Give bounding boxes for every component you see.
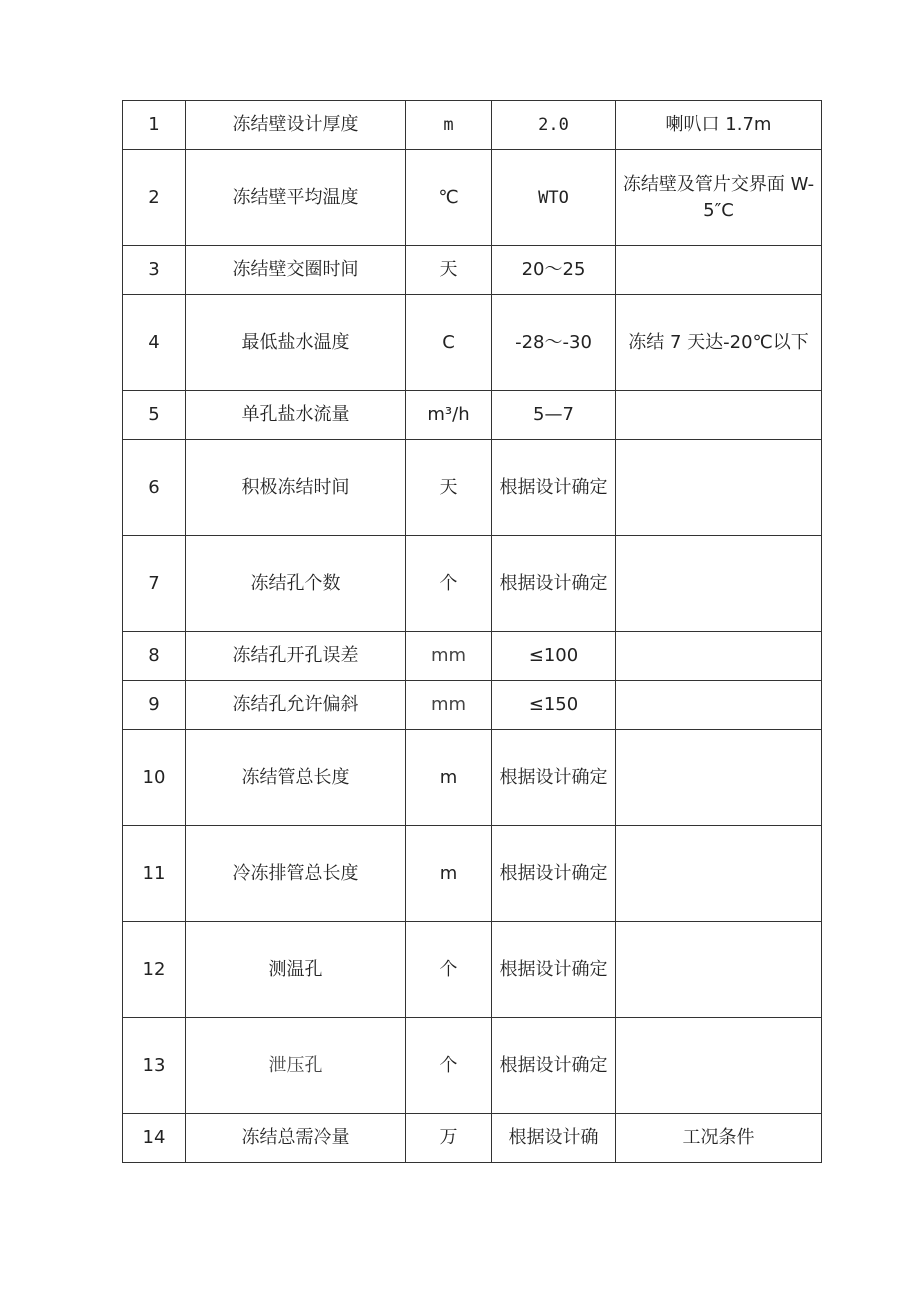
unit-cell: 万 xyxy=(406,1114,492,1163)
unit-cell: C xyxy=(406,295,492,391)
table-row xyxy=(123,1018,822,1114)
row-number: 14 xyxy=(123,1114,186,1163)
table-row xyxy=(123,391,822,440)
row-number: 6 xyxy=(123,440,186,536)
note-cell xyxy=(616,632,822,681)
value-cell: 5—7 xyxy=(492,391,616,440)
table-row xyxy=(123,536,822,632)
note-cell xyxy=(616,922,822,1018)
item-name: 冷冻排管总长度 xyxy=(186,826,406,922)
item-name: 单孔盐水流量 xyxy=(186,391,406,440)
row-number: 5 xyxy=(123,391,186,440)
value-cell: 根据设计确定 xyxy=(492,922,616,1018)
item-name: 冻结孔开孔误差 xyxy=(186,632,406,681)
value-cell: 根据设计确定 xyxy=(492,536,616,632)
table-row xyxy=(123,295,822,391)
note-cell xyxy=(616,826,822,922)
value-cell: -28～-30 xyxy=(492,295,616,391)
note-cell xyxy=(616,391,822,440)
row-number: 12 xyxy=(123,922,186,1018)
note-cell: 冻结 7 天达-20℃以下 xyxy=(616,295,822,391)
item-name: 冻结壁交圈时间 xyxy=(186,246,406,295)
row-number: 8 xyxy=(123,632,186,681)
value-cell: ≤150 xyxy=(492,681,616,730)
note-cell: 喇叭口 1.7m xyxy=(616,101,822,150)
note-cell xyxy=(616,730,822,826)
item-name: 冻结壁平均温度 xyxy=(186,150,406,246)
item-name: 冻结总需冷量 xyxy=(186,1114,406,1163)
row-number: 3 xyxy=(123,246,186,295)
item-name: 冻结壁设计厚度 xyxy=(186,101,406,150)
row-number: 4 xyxy=(123,295,186,391)
table-row xyxy=(123,101,822,150)
item-name: 冻结管总长度 xyxy=(186,730,406,826)
table-row xyxy=(123,826,822,922)
row-number: 10 xyxy=(123,730,186,826)
parameter-table xyxy=(122,100,822,1163)
note-cell xyxy=(616,246,822,295)
unit-cell: m xyxy=(406,826,492,922)
note-cell xyxy=(616,536,822,632)
row-number: 2 xyxy=(123,150,186,246)
value-cell: 根据设计确定 xyxy=(492,826,616,922)
item-name: 冻结孔个数 xyxy=(186,536,406,632)
note-cell xyxy=(616,681,822,730)
table-row xyxy=(123,632,822,681)
item-name: 最低盐水温度 xyxy=(186,295,406,391)
value-cell: 根据设计确定 xyxy=(492,440,616,536)
unit-cell: ℃ xyxy=(406,150,492,246)
item-name: 冻结孔允许偏斜 xyxy=(186,681,406,730)
value-cell: 根据设计确定 xyxy=(492,1018,616,1114)
table-row xyxy=(123,681,822,730)
value-cell: ≤100 xyxy=(492,632,616,681)
row-number: 13 xyxy=(123,1018,186,1114)
unit-cell: 个 xyxy=(406,536,492,632)
table-row xyxy=(123,730,822,826)
unit-cell: 个 xyxy=(406,1018,492,1114)
note-cell: 冻结壁及管片交界面 W-5″C xyxy=(616,150,822,246)
item-name: 积极冻结时间 xyxy=(186,440,406,536)
value-cell: 根据设计确定 xyxy=(492,730,616,826)
unit-cell: 天 xyxy=(406,246,492,295)
note-cell xyxy=(616,440,822,536)
unit-cell: mm xyxy=(406,681,492,730)
note-cell: 工况条件 xyxy=(616,1114,822,1163)
table-row xyxy=(123,922,822,1018)
unit-cell: m³/h xyxy=(406,391,492,440)
table-row xyxy=(123,1114,822,1163)
table-row xyxy=(123,246,822,295)
value-cell: WTO xyxy=(492,150,616,246)
value-cell: 20～25 xyxy=(492,246,616,295)
unit-cell: 天 xyxy=(406,440,492,536)
row-number: 7 xyxy=(123,536,186,632)
row-number: 11 xyxy=(123,826,186,922)
row-number: 9 xyxy=(123,681,186,730)
item-name: 泄压孔 xyxy=(186,1018,406,1114)
unit-cell: m xyxy=(406,101,492,150)
note-cell xyxy=(616,1018,822,1114)
value-cell: 2.0 xyxy=(492,101,616,150)
value-cell: 根据设计确 xyxy=(492,1114,616,1163)
unit-cell: 个 xyxy=(406,922,492,1018)
unit-cell: mm xyxy=(406,632,492,681)
unit-cell: m xyxy=(406,730,492,826)
item-name: 测温孔 xyxy=(186,922,406,1018)
row-number: 1 xyxy=(123,101,186,150)
table-row xyxy=(123,440,822,536)
table-row xyxy=(123,150,822,246)
